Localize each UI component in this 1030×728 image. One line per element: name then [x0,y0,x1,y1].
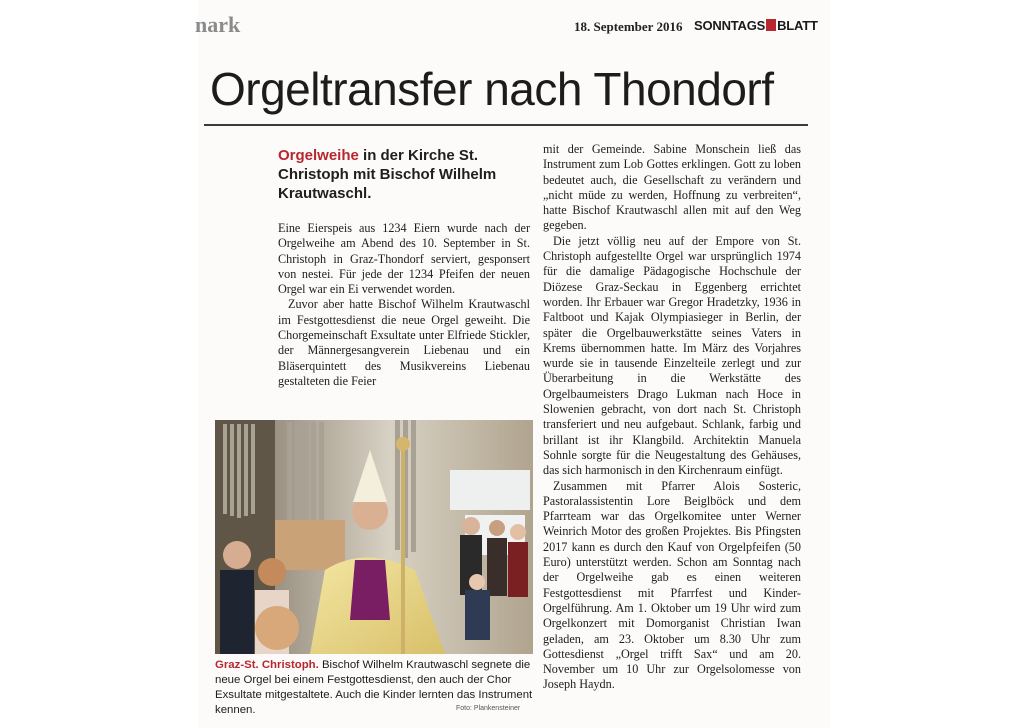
newspaper-brand [694,18,818,33]
article-column-2 [543,142,801,693]
paragraph: Eine Eierspeis aus 1234 Eiern wurde nach der Orgelweihe am Abend des 10. September in St. Christoph in Graz-Thondorf serviert, gesponsert von nestei. Für jede der 1234 Pfeifen der neuen Orgel war ein Ei verwendet worden. [278,221,530,297]
issue-date: 18. September 2016 [574,19,683,34]
caption-accent: Graz-St. Christoph. [215,659,319,671]
subhead-text: in der Kirche St. Christoph mit Bischof Wilhelm Krautwaschl. [278,147,497,202]
paragraph: Zusammen mit Pfarrer Alois Sosteric, Pastoralassistentin Lore Beiglböck und dem Pfarrteam war das Orgelkomitee unter Werner Weinrich Motor des großen Projektes. Bis Pfingsten 2017 kann es durch den Kauf von Orgelpfeifen (50 Euro) unterstützt werden. Schon am Sonntag nach der Orgelweihe gab es einen weiteren Festgottesdienst mit Pfarrfest und Kinder-Orgelführung. Am 1. Oktober um 19 Uhr wird zum Orgelkonzert mit Domorganist Christian Iwan geladen, am 23. Oktober um 8.30 Uhr zum Gottesdienst „Orgel trifft Sax“ und am 20. November um 10 Uhr zur Orgelsolomesse von Joseph Haydn. [543,478,801,692]
article-column-1 [278,221,530,389]
headline-rule [204,124,808,126]
article-subhead [278,146,538,203]
brand-part2: BLATT [777,18,818,33]
brand-part1: SONNTAGS [694,18,766,33]
article-headline: Orgeltransfer nach Thondorf [210,63,774,115]
photo-credit: Foto: Plankensteiner [456,705,521,712]
article-photo [215,420,533,654]
subhead-accent: Orgelweihe [278,147,359,164]
section-label: nark [195,12,241,37]
caption-text: Bischof Wilhelm Krautwaschl segnete die neue Orgel bei einem Festgottesdienst, den auch der Chor Exsultate mitgestaltete. Auch die Kinder lernten das Instrument kennen. [215,659,533,716]
paragraph: Die jetzt völlig neu auf der Empore von St. Christoph aufgestellte Orgel war ursprünglich 1974 für die damalige Pädagogische Hochschule der Diözese Graz-Seckau in Eggenberg errichtet worden. Ihr Erbauer war Gregor Hradetzky, 1936 in Faltboot und Kajak Olympiasieger in Berlin, der später die Orgelbauwerkstätte seines Vaters in Krems übernommen hatte. Im März des Vorjahres wurde sie in tausende Einzelteile zerlegt und zur Überarbeitung in die Werkstätte des Orgelbaumeisters Drago Lukman nach Hoce in Slowenien gebracht, von dort nach St. Christoph transferiert und neu aufgebaut. Schlank, farbig und brillant ist ihr Klangbild. Architektin Manuela Sohnle sorgte für die Neugestaltung des Gehäuses, das sich harmonisch in den Kirchenraum einfügt. [543,233,801,478]
church-photo-illustration [215,420,533,654]
paragraph: Zuvor aber hatte Bischof Wilhelm Krautwaschl im Festgottesdienst die neue Orgel geweiht. Die Chorgemeinschaft Exsultate unter Elfriede Stickler, der Männergesangverein Liebenau und ein Bläserquintett des Musikvereins Liebenau gestalteten die Feier [278,297,530,388]
paragraph: mit der Gemeinde. Sabine Monschein ließ das Instrument zum Lob Gottes erklingen. Gott zu loben bedeutet auch, die Gesellschaft zu verändern und „nicht müde zu werden, Hoffnung zu verbreiten“, hatte Bischof Krautwaschl allen mit auf den Weg gegeben. [543,142,801,233]
brand-logo-icon [766,19,776,31]
